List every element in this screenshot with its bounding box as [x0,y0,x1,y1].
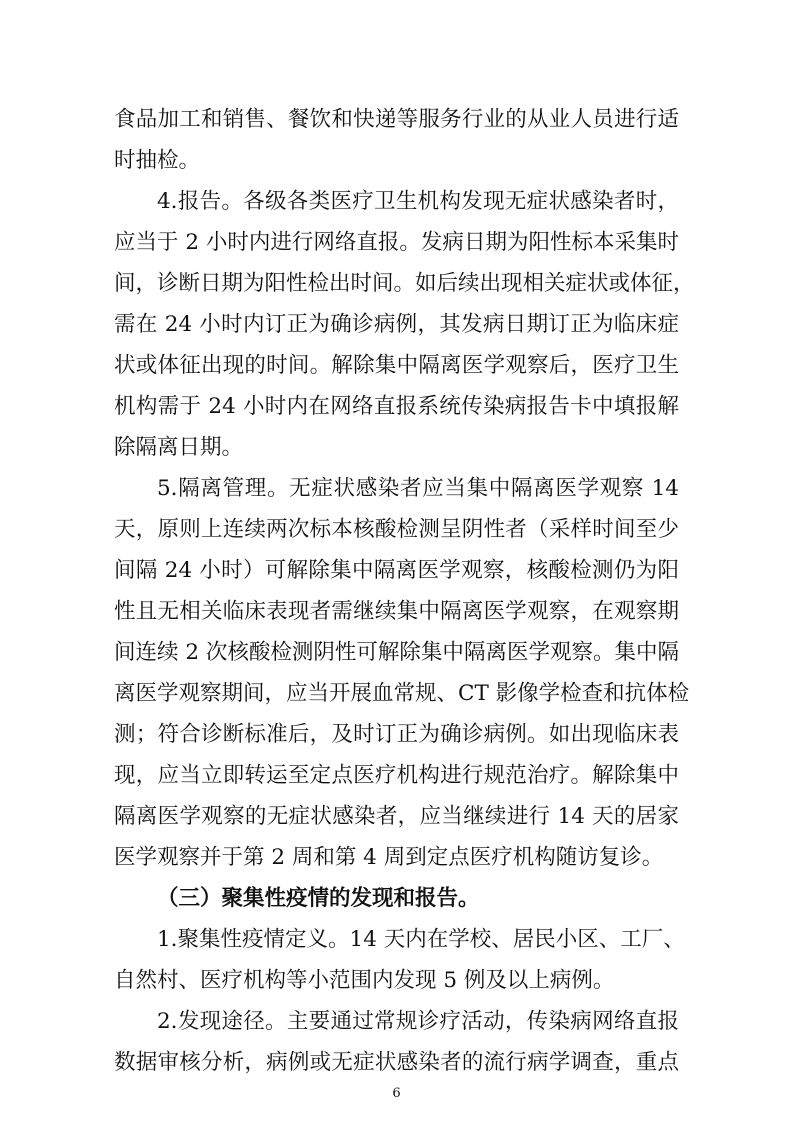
text-line: 状或体征出现的时间。解除集中隔离医学观察后，医疗卫生 [114,353,679,378]
text-line: 性且无相关临床表现者需继续集中隔离医学观察，在观察期 [114,599,679,624]
text-line: 机构需于 24 小时内在网络直报系统传染病报告卡中填报解 [114,394,679,419]
text-line: 食品加工和销售、餐饮和快递等服务行业的从业人员进行适 [114,107,679,132]
text-line: 天，原则上连续两次标本核酸检测呈阴性者（采样时间至少 [114,517,679,542]
text-line: 间连续 2 次核酸检测阴性可解除集中隔离医学观察。集中隔 [114,640,679,665]
text-line: 数据审核分析，病例或无症状感染者的流行病学调查，重点 [114,1050,679,1075]
text-line: 应当于 2 小时内进行网络直报。发病日期为阳性标本采集时 [114,230,679,255]
text-line: 自然村、医疗机构等小范围内发现 5 例及以上病例。 [114,968,615,993]
text-line: 时抽检。 [114,148,201,173]
text-line: 离医学观察期间，应当开展血常规、CT 影像学检查和抗体检 [114,681,690,706]
text-line: 测；符合诊断标准后，及时订正为确诊病例。如出现临床表 [114,722,679,747]
section-heading: （三）聚集性疫情的发现和报告。 [157,886,480,911]
text-line: 4.报告。各级各类医疗卫生机构发现无症状感染者时， [157,189,679,214]
text-line: 5.隔离管理。无症状感染者应当集中隔离医学观察 14 [157,476,679,501]
page-number: 6 [392,1086,401,1101]
text-line: 隔离医学观察的无症状感染者，应当继续进行 14 天的居家 [114,804,679,829]
text-line: 医学观察并于第 2 周和第 4 周到定点医疗机构随访复诊。 [114,845,664,870]
text-line: 间隔 24 小时）可解除集中隔离医学观察，核酸检测仍为阳 [114,558,679,583]
text-line: 需在 24 小时内订正为确诊病例，其发病日期订正为临床症 [114,312,679,337]
text-line: 2.发现途径。主要通过常规诊疗活动，传染病网络直报 [157,1009,679,1034]
text-line: 间，诊断日期为阳性检出时间。如后续出现相关症状或体征， [114,271,695,296]
text-line: 除隔离日期。 [114,435,244,460]
text-line: 1.聚集性疫情定义。14 天内在学校、居民小区、工厂、 [157,927,685,952]
text-line: 现，应当立即转运至定点医疗机构进行规范治疗。解除集中 [114,763,679,788]
